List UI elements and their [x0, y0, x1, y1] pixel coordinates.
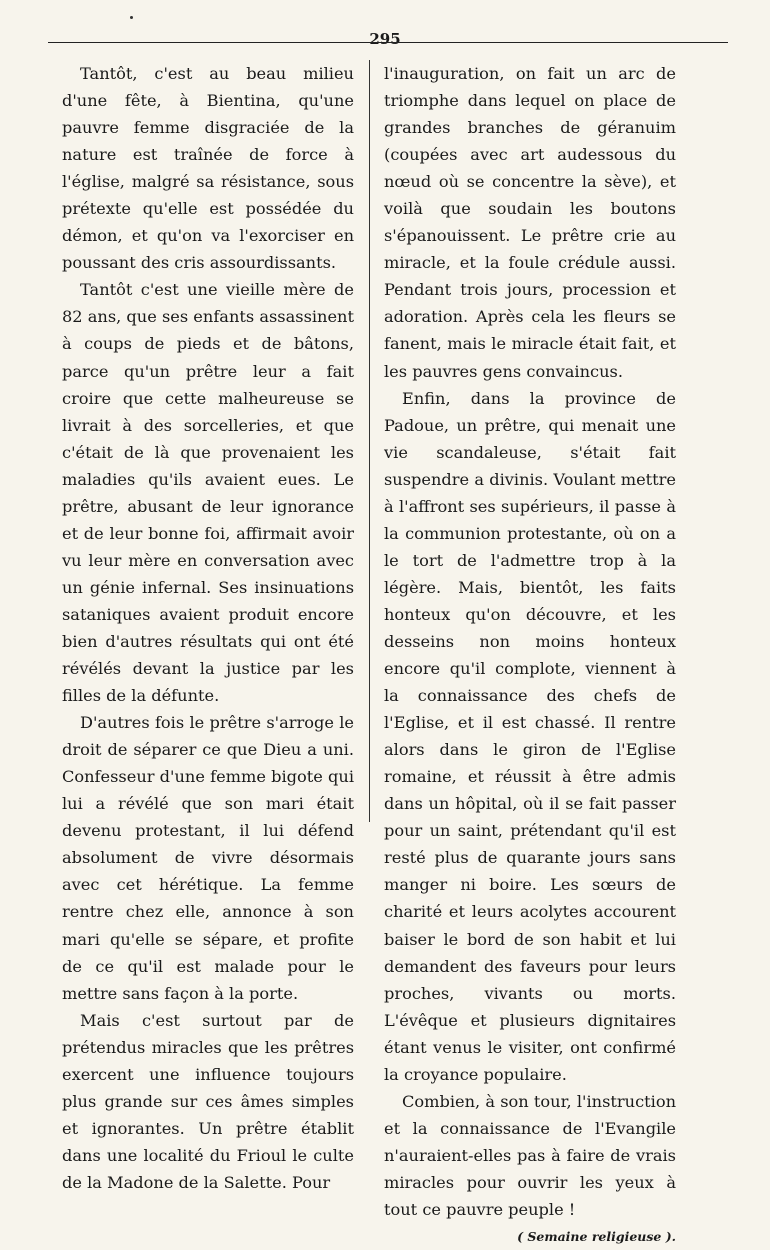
column-divider	[369, 60, 370, 822]
source-citation: ( Semaine religieuse ).	[517, 1229, 676, 1245]
right-column	[384, 60, 676, 1250]
paragraph-inauguration: l'inauguration, on fait un arc de triomphe dans lequel on place de grandes branches de géranuim (coupées avec art audessous du nœud où se concentre la sève), et voilà que soudain les boutons s'épanouissent. Le prêtre crie au miracle, et la foule crédule aussi. Pendant trois jours, procession et adoration. Après cela les fleurs se fanent, mais le miracle était fait, et les pauvres gens convaincus.	[384, 64, 676, 381]
paragraph-conclusion: Combien, à son tour, l'instruction et la connaissance de l'Evangile n'auraient-elles pas à faire de vrais miracles pour ouvrir les yeux à tout ce pauvre peuple !	[384, 1091, 676, 1219]
paragraph-miracles: Mais c'est surtout par de prétendus miracles que les prêtres exercent une influence toujours plus grande sur ces âmes simples et ignorantes. Un prêtre établit dans une localité du Frioul le culte de la Madone de la Salette. Pour	[62, 1010, 354, 1192]
header-rule	[48, 42, 728, 43]
paragraph-padoue: Enfin, dans la province de Padoue, un prêtre, qui menait une vie scandaleuse, s'était fait suspendre a divinis. Voulant mettre à l'affront ses supérieurs, il passe à la communion protestante, où on a le tort de l'admettre trop à la légère. Mais, bientôt, les faits honteux qu'on découvre, et les desseins non moins honteux encore qu'il complote, viennent à la connaissance des chefs de l'Eglise, et il est chassé. Il rentre alors dans le giron de l'Eglise romaine, et réussit à être admis dans un hôpital, où il se fait passer pour un saint, prétendant qu'il est resté plus de quarante jours sans manger ni boire. Les sœurs de charité et leurs acolytes accourent baiser le bord de son habit et lui demandent des faveurs pour leurs proches, vivants ou morts. L'évêque et plusieurs dignitaires étant venus le visiter, ont confirmé la croyance populaire.	[384, 388, 676, 1084]
paragraph-vieille-mere: Tantôt c'est une vieille mère de 82 ans, que ses enfants assassinent à coups de pieds et de bâtons, parce qu'un prêtre leur a fait croire que cette malheureuse se livrait à des sorcelleries, et que c'était de là que provenaient les maladies qu'ils avaient eues. Le prêtre, abusant de leur ignorance et de leur bonne foi, affirmait avoir vu leur mère en conversation avec un génie infernal. Ses insinuations sataniques avaient produit encore bien d'autres résultats qui ont été révélés devant la justice par les filles de la défunte.	[62, 280, 354, 706]
paragraph-bientina: Tantôt, c'est au beau milieu d'une fête, à Bientina, qu'une pauvre femme disgraciée de la nature est traînée de force à l'église, malgré sa résistance, sous prétexte qu'elle est possédée du démon, et qu'on va l'exorciser en poussant des cris assourdissants.	[62, 64, 354, 273]
paragraph-separation: D'autres fois le prêtre s'arroge le droit de séparer ce que Dieu a uni. Confesseur d'une femme bigote qui lui a révélé que son mari était devenu protestant, il lui défend absolument de vivre désormais avec cet hérétique. La femme rentre chez elle, annonce à son mari qu'elle se sépare, et profite de ce qu'il est malade pour le mettre sans façon à la porte.	[62, 713, 354, 1003]
page-number: 295	[369, 30, 401, 48]
left-column	[62, 60, 354, 1196]
ink-speck	[130, 16, 133, 19]
